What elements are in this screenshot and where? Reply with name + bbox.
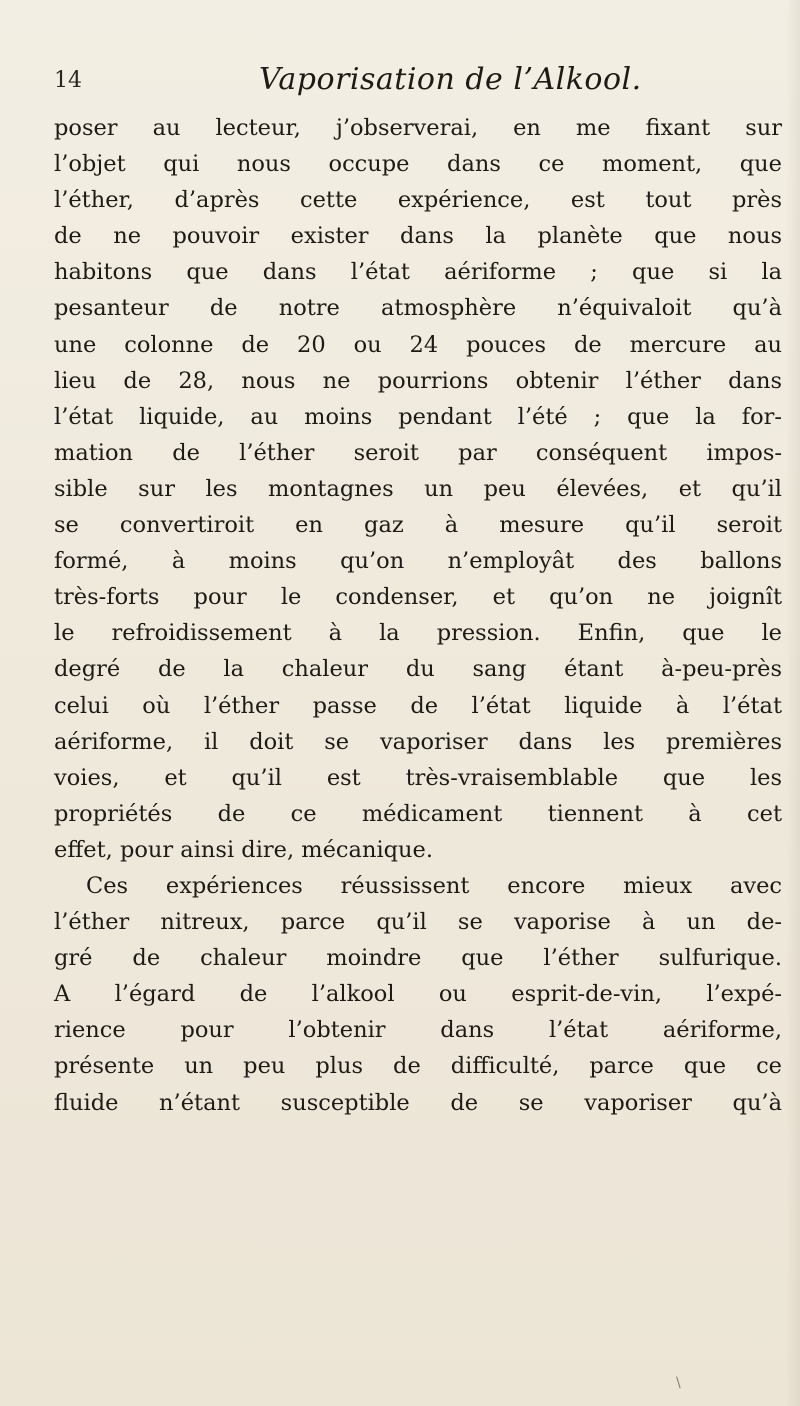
text-line: poser au lecteur, j’observerai, en me fixant sur — [54, 115, 782, 141]
text-line: voies, et qu’il est très-vraisemblable que les — [54, 764, 782, 791]
text-line: celui où l’éther passe de l’état liquide à l’état — [54, 692, 782, 719]
text-line: mation de l’éther seroit par conséquent impos- — [54, 439, 782, 466]
text-line: pesanteur de notre atmosphère n’équivaloit qu’à — [54, 295, 782, 322]
text-line: A l’égard de l’alkool ou esprit-de-vin, l’expé- — [54, 981, 782, 1008]
text-line: rience pour l’obtenir dans l’état aériforme, — [54, 1017, 782, 1044]
page-edge-shadow — [786, 0, 800, 1406]
text-line: l’éther, d’après cette expérience, est tout près — [54, 187, 782, 214]
text-line: l’éther nitreux, parce qu’il se vaporise à un de- — [54, 909, 782, 936]
page-number: 14 — [54, 68, 82, 93]
text-line: Ces expériences réussissent encore mieux avec — [86, 872, 782, 899]
text-line: degré de la chaleur du sang étant à-peu-près — [54, 656, 782, 683]
text-line: une colonne de 20 ou 24 pouces de mercure au — [54, 331, 782, 358]
text-line: l’état liquide, au moins pendant l’été ; que la for- — [54, 403, 782, 430]
text-line: formé, à moins qu’on n’employât des ballons — [54, 548, 782, 575]
text-line: se convertiroit en gaz à mesure qu’il seroit — [54, 512, 782, 539]
text-line: gré de chaleur moindre que l’éther sulfurique. — [54, 945, 782, 972]
text-line: lieu de 28, nous ne pourrions obtenir l’éther dans — [54, 367, 782, 394]
text-line: fluide n’étant susceptible de se vaporiser qu’à — [54, 1089, 782, 1116]
text-line: propriétés de ce médicament tiennent à cet — [54, 800, 782, 827]
text-line: présente un peu plus de difficulté, parce que ce — [54, 1053, 782, 1080]
text-line: habitons que dans l’état aériforme ; que si la — [54, 259, 782, 286]
text-line: effet, pour ainsi dire, mécanique. — [54, 836, 433, 863]
stray-mark: \ — [676, 1375, 681, 1391]
text-line: de ne pouvoir exister dans la planète que nous — [54, 223, 782, 250]
body-text — [54, 110, 782, 1121]
running-head — [54, 62, 774, 106]
text-line: sible sur les montagnes un peu élevées, et qu’il — [54, 475, 782, 502]
running-title: Vaporisation de l’Alkool. — [259, 62, 642, 97]
text-line: l’objet qui nous occupe dans ce moment, que — [54, 151, 782, 178]
text-line: très-forts pour le condenser, et qu’on ne joignît — [54, 584, 782, 611]
text-line: le refroidissement à la pression. Enfin, que le — [54, 620, 782, 647]
text-line: aériforme, il doit se vaporiser dans les premières — [54, 728, 782, 755]
